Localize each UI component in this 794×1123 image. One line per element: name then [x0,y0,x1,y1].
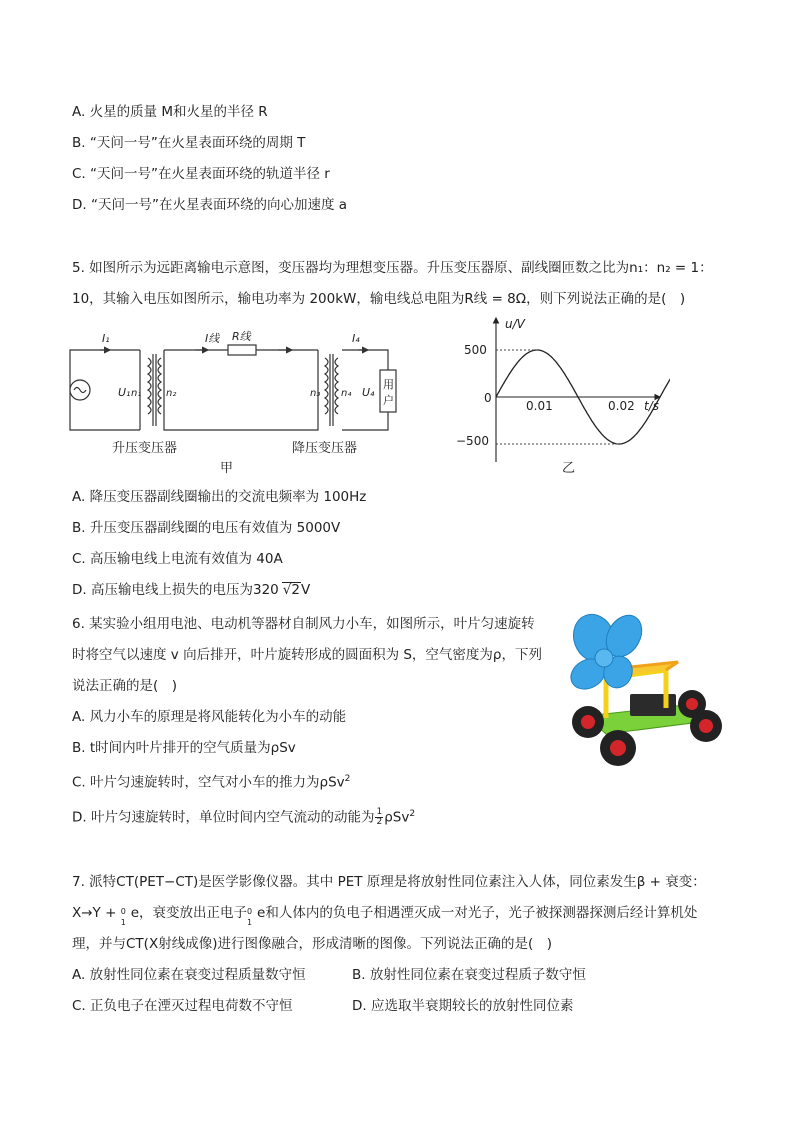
q7-option-c: C. 正负电子在湮灭过程电荷数不守恒 [72,998,293,1014]
nuclide-mass-number: 0 [247,907,253,916]
wind-car-illustration [566,608,726,773]
q4-option-b: B. “天问一号”在火星表面环绕的周期 T [72,135,306,151]
q6-stem-line1: 6. 某实验小组用电池、电动机等器材自制风力小车，如图所示，叶片匀速旋转 [72,616,535,632]
positron-nuclide-2 [247,904,257,927]
positron-nuclide-1 [120,904,131,927]
q7-option-d: D. 应选取半衰期较长的放射性同位素 [352,998,574,1014]
label-u1: U₁ [118,386,131,399]
nuclide-symbol-2: e [257,905,266,921]
q6-option-d-tail: ρSv [384,809,410,826]
figure-caption-yi: 乙 [562,461,576,476]
q5-stem-line1: 5. 如图所示为远距离输电示意图，变压器均为理想变压器。升压变压器原、副线圈匝数之比为n₁：n₂ = 1： [72,260,713,276]
fraction-denominator: 2 [376,817,383,827]
q6-option-c-text: C. 叶片匀速旋转时，空气对小车的推力为ρSv [72,774,345,791]
sqrt-value: 2 [291,582,300,598]
label-r-line: R线 [232,330,251,343]
q6-option-d-exp: 2 [409,809,416,819]
q5-option-d [72,580,310,600]
fraction [375,808,383,827]
label-i4: I₄ [352,332,360,345]
q6-option-c-exp: 2 [344,774,351,784]
input-voltage-graph [450,312,670,477]
q6-option-a: A. 风力小车的原理是将风能转化为小车的动能 [72,709,347,725]
q4-option-a: A. 火星的质量 M和火星的半径 R [72,104,268,120]
graph-ytick-zero: 0 [484,391,492,405]
label-n1: n₁ [131,388,142,399]
load-label-2: 户 [383,394,394,407]
nuclide-charge-number: 1 [247,918,253,927]
q6-option-b: B. t时间内叶片排开的空气质量为ρSv [72,740,296,756]
q5-option-b: B. 升压变压器副线圈的电压有效值为 5000V [72,520,341,536]
graph-ylabel: u/V [505,317,525,331]
load-label-1: 用 [383,378,394,391]
q6-stem-line3: 说法正确的是( ) [72,678,178,694]
q7-stem-line3: 理，并与CT(X射线成像)进行图像融合，形成清晰的图像。下列说法正确的是( ) [72,936,552,952]
label-u4: U₄ [362,386,375,399]
q4-option-d: D. “天问一号”在火星表面环绕的向心加速度 a [72,197,348,213]
graph-ytick-bottom: −500 [456,434,489,448]
figure-caption-jia: 甲 [220,461,234,476]
stepdown-transformer-label: 降压变压器 [292,441,358,456]
sqrt-symbol: √2 [282,582,300,598]
label-n4: n₄ [341,388,352,399]
q4-option-c: C. “天问一号”在火星表面环绕的轨道半径 r [72,166,330,182]
nuclide-charge-number: 1 [120,918,126,927]
q6-option-c [72,769,350,793]
q5-option-d-suffix: V [300,582,311,598]
q7-stem-line2 [72,903,698,927]
graph-xtick-1: 0.01 [526,399,553,413]
q5-option-c: C. 高压输电线上电流有效值为 40A [72,551,283,567]
q5-stem-line2: 10，其输入电压如图所示，输电功率为 200kW，输电线总电阻为R线 = 8Ω，则下列说法正确的是( ) [72,291,686,307]
label-i-line: I线 [205,332,220,345]
q7-option-b: B. 放射性同位素在衰变过程质子数守恒 [352,967,586,983]
fraction-numerator: 1 [376,807,383,817]
q5-option-a: A. 降压变压器副线圈输出的交流电频率为 100Hz [72,489,367,505]
q6-option-d-text: D. 叶片匀速旋转时，单位时间内空气流动的动能为 [72,809,375,826]
label-n2: n₂ [166,388,177,399]
nuclide-mass-number: 0 [120,907,126,916]
q7-stem-line2-c: 和人体内的负电子相遇湮灭成一对光子，光子被探测器探测后经计算机处 [265,905,698,921]
q7-option-a: A. 放射性同位素在衰变过程质量数守恒 [72,967,306,983]
label-i1: I₁ [102,332,110,345]
q7-stem-line2-a: X→Y + [72,905,121,921]
nuclide-symbol-1: e [130,905,140,921]
stepup-transformer-label: 升压变压器 [112,441,178,456]
transmission-circuit-diagram [60,322,410,482]
q6-option-d [72,804,415,828]
q7-stem-line2-b: ，衰变放出正电子 [139,905,248,921]
graph-xtick-2: 0.02 [608,399,635,413]
label-n3: n₃ [310,388,321,399]
graph-ytick-top: 500 [464,343,487,357]
q5-option-d-prefix: D. 高压输电线上损失的电压为320 [72,582,279,598]
q6-stem-line2: 时将空气以速度 v 向后排开，叶片旋转形成的圆面积为 S，空气密度为ρ，下列 [72,647,543,663]
graph-xlabel: t/s [644,399,659,413]
q7-stem-line1: 7. 派特CT(PET−CT)是医学影像仪器。其中 PET 原理是将放射性同位素注入人体，同位素发生β + 衰变： [72,874,706,890]
